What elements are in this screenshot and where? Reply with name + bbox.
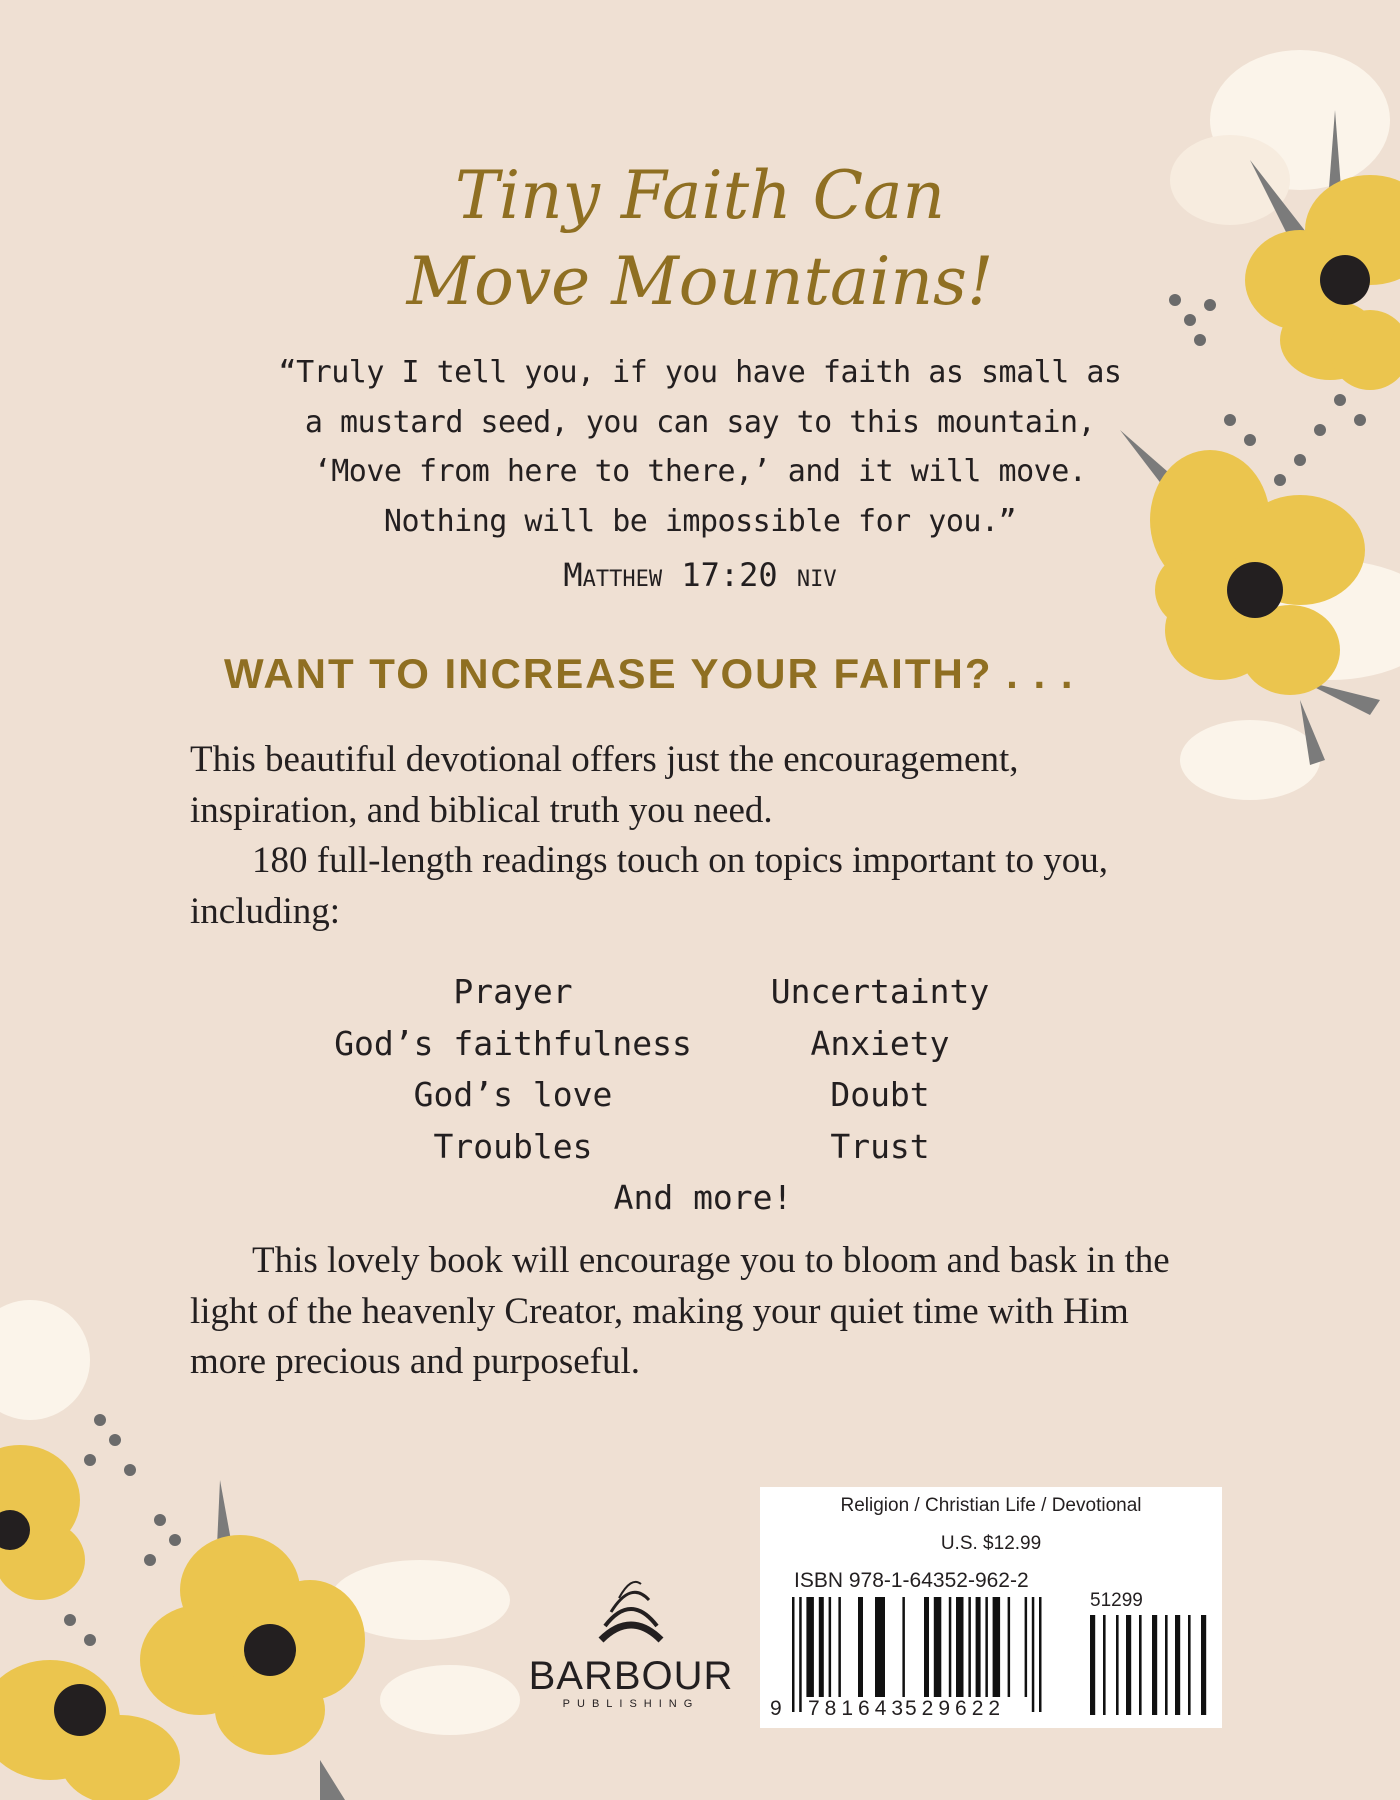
quote-line: Nothing will be impossible for you.” [383, 503, 1017, 539]
isbn: ISBN 978-1-64352-962-2 [794, 1569, 1029, 1592]
topic-item: Troubles [433, 1126, 593, 1166]
barcode-bar [829, 1597, 832, 1697]
book-icon [591, 1570, 671, 1650]
intro-paragraph-2: 180 full-length readings touch on topics important to you, including: [190, 840, 1109, 932]
barcode-label [760, 1487, 1222, 1728]
barcode-bar [902, 1597, 905, 1697]
barcode-digits-right: 529622 [905, 1697, 1006, 1720]
barcode-bar [1116, 1615, 1119, 1715]
topic-item: Uncertainty [770, 972, 990, 1011]
barcode-bar [1175, 1615, 1180, 1715]
barcode-bar [1090, 1615, 1095, 1715]
barcode-bar [1032, 1597, 1035, 1712]
quote-line: “Truly I tell you, if you have faith as small as [278, 355, 1122, 390]
title-line-2: Move Mountains! [406, 243, 994, 320]
barcode-bars [760, 1487, 1222, 1728]
quote-line: ‘Move from here to there,’ and it will move. [313, 454, 1087, 489]
barcode-bar [792, 1597, 795, 1712]
barcode-bar [1188, 1615, 1191, 1715]
barcode-bar [934, 1597, 942, 1697]
scripture-quote [0, 348, 1400, 546]
scripture-reference: Matthew 17:20 niv [563, 556, 837, 594]
barcode-bar [924, 1597, 929, 1697]
barcode-bar [1008, 1597, 1011, 1697]
barcode-bar [838, 1597, 841, 1697]
publisher-logo [520, 1570, 742, 1710]
barcode-bar [968, 1597, 971, 1697]
publisher-sub: PUBLISHING [562, 1698, 700, 1710]
topic-item: Trust [830, 1126, 930, 1166]
topic-item: Anxiety [810, 1023, 950, 1063]
barcode-bar [1152, 1615, 1157, 1715]
intro-text [190, 735, 1190, 937]
barcode-digit-first: 9 [770, 1697, 782, 1720]
barcode-bar [956, 1597, 964, 1697]
book-price: U.S. $12.99 [940, 1533, 1042, 1554]
barcode-bar [875, 1597, 885, 1697]
topic-item: Doubt [830, 1075, 930, 1114]
price-code: 51299 [1090, 1590, 1143, 1611]
barcode-bar [1103, 1615, 1106, 1715]
topic-item: God’s love [413, 1075, 613, 1114]
barcode-digits-left: 781643 [808, 1697, 909, 1720]
barcode-bar [819, 1597, 824, 1697]
barcode-bar [993, 1597, 1001, 1697]
barcode-bar [949, 1597, 952, 1697]
barcode-bar [1139, 1615, 1142, 1715]
title-line-1: Tiny Faith Can [454, 157, 946, 234]
barcode-bar [985, 1597, 988, 1697]
topic-item: God’s faithfulness [334, 1023, 692, 1063]
barcode-bar [806, 1597, 814, 1697]
barcode-bar [858, 1597, 863, 1697]
publisher-name: BARBOUR [528, 1654, 734, 1698]
book-category: Religion / Christian Life / Devotional [840, 1495, 1142, 1516]
barcode-bar [1039, 1597, 1042, 1712]
barcode-bar [1201, 1615, 1206, 1715]
topics-more: And more! [613, 1178, 793, 1217]
topics-list [300, 966, 1100, 1224]
barcode-bar [799, 1597, 802, 1712]
barcode-bar [1126, 1615, 1131, 1715]
topic-item: Prayer [453, 972, 573, 1011]
closing-paragraph: This lovely book will encourage you to bloom and bask in the light of the heavenly Creator, making your quiet time with Him more precious and purposeful. [190, 1240, 1170, 1382]
barcode-bar [1165, 1615, 1168, 1715]
intro-paragraph-1: This beautiful devotional offers just the encouragement, inspiration, and biblical truth you need. [190, 739, 1019, 831]
section-heading: WANT TO INCREASE YOUR FAITH? . . . [224, 650, 1075, 697]
barcode-bar [1025, 1597, 1028, 1697]
quote-line: a mustard seed, you can say to this mountain, [304, 404, 1096, 440]
barcode-bar [976, 1597, 981, 1697]
